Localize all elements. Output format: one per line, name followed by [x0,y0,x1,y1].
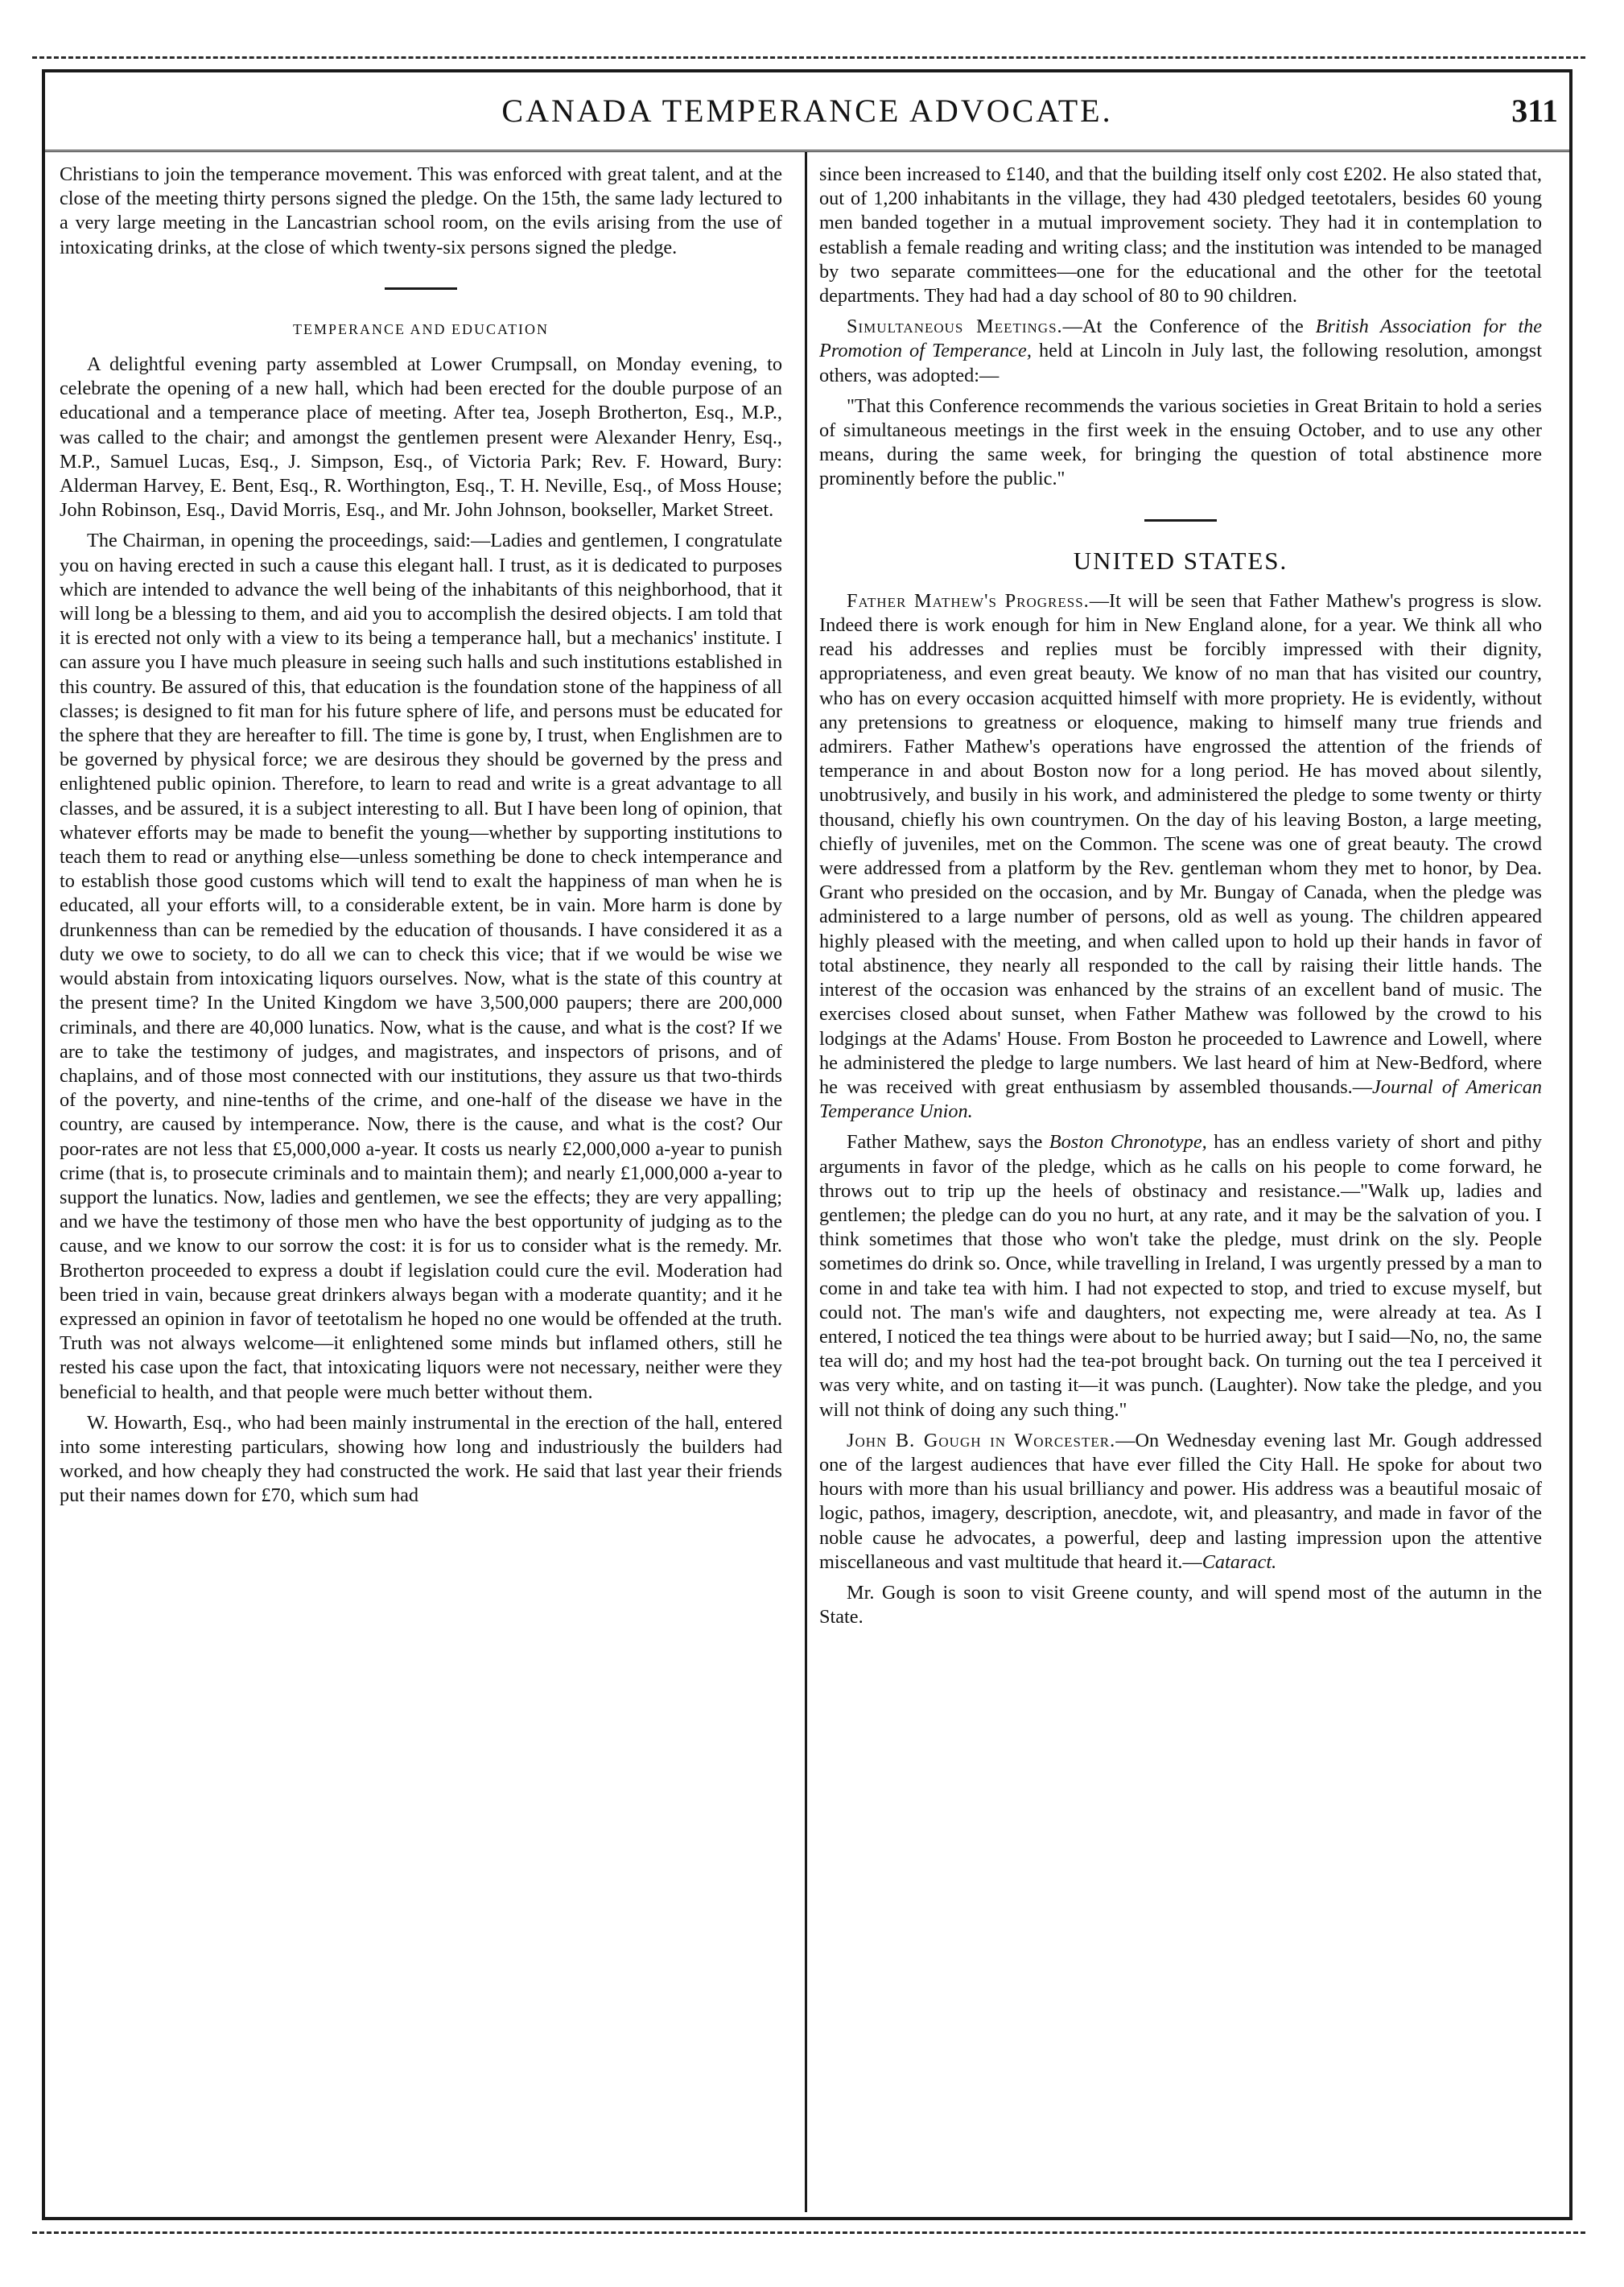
text-run: —At the Conference of the [1062,316,1316,338]
page-header [45,72,1569,152]
left-paragraph-4: W. Howarth, Esq., who had been mainly instrumental in the erection of the hall, entered into some interesting particulars, showing how long and industriously the builders had worked, and how cheaply they had constructed the work. He said that last year their friends put their names down for £70, which sum had [60,1411,782,1507]
page-title: CANADA TEMPERANCE ADVOCATE. [501,93,1113,129]
left-column [60,163,782,1515]
section-rule [385,287,457,290]
italic-run: British Association for the Promotion of Temperance, [819,316,1543,362]
text-run: has an endless variety of short and pithy arguments in favor of the pledge, which as he calls on his people to come forward, he throws out to trip up the heels of obstinacy and resistance.—"Walk up, ladies and gentlemen; the pledge can do you no hurt, at any rate, and it may be the salvation of you. I think sometimes that those who won't take the pledge, must drink on the sly. People sometimes do drink so. Once, while travelling in Ireland, I was urgently pressed by a man to come in and take tea with him. I had not expected to stop, and tried to excuse myself, but could not. The man's wife and daughters, not expecting me, were already at tea. As I entered, I noticed the tea things were about to be hurried away; but I said—No, no, the same tea will do; and my host had the tea-pot brought back. On turning out the tea I perceived it was very white, and on tasting it—it was punch. (Laughter). Now take the pledge, and you will not think of doing any such thing." [819,1131,1542,1421]
run-in-heading: John B. Gough in Worcester. [847,1429,1116,1451]
text-run: —On Wednesday evening last Mr. Gough addressed one of the largest audiences that have ever filled the City Hall. He spoke for about two hours with more than his usual brilliancy and power. His address was a beautiful mosaic of logic, pathos, imagery, description, anecdote, wit, and pleasantry, and made in favor of the noble cause he advocates, a powerful, deep and lasting impression upon the attentive miscellaneous and vast multitude that heard it.— [819,1429,1542,1573]
column-divider [805,151,807,2212]
italic-source: Journal of American Temperance Union. [819,1075,1543,1123]
text-run: held at Lincoln in July last, the following resolution, amongst others, was adopted:— [819,340,1542,386]
page-number: 311 [1511,93,1558,129]
right-paragraph-simultaneous-meetings [819,315,1542,388]
text-run: —It will be seen that Father Mathew's progress is slow. Indeed there is work enough for him in New England alone, for a year. We think all who read his addresses and replies must be forcibly impressed with their dignity, appropriateness, and even great beauty. We know of no man that has visited our country, who has on every occasion acquitted himself with more propriety. He is evidently, without any pretensions to greatness or eloquence, making to himself many true friends and admirers. Father Mathew's operations have engrossed the attention of the friends of temperance in and about Boston now for a long period. He has moved about silently, unobtrusively, and busily in his work, and administered the pledge to some twenty or thirty thousand, chiefly his own countrymen. On the day of his leaving Boston, a large meeting, chiefly of juveniles, met on the Common. The scene was one of great beauty. The crowd were addressed from a platform by the Rev. gentleman whom they met to honor, by Dea. Grant who presided on the occasion, and by Mr. Bungay of Canada, when the pledge was administered to a large number of persons, old as well as young. The children appeared highly pleased with the meeting, and when called upon to hold up their hands in favor of total abstinence, they nearly all responded to the call by raising their little hands. The interest of the occasion was enhanced by the strains of an excellent band of music. The exercises closed about sunset, when Father Mathew was followed by the crowd to his lodgings at the Adams' House. From Boston he proceeded to Lawrence and Lowell, where he administered the pledge to large numbers. We last heard of him at New-Bedford, where he was received with great enthusiasm by assembled thousands.— [819,589,1542,1098]
left-paragraph-3: The Chairman, in opening the proceedings, said:—Ladies and gentlemen, I congratulate you on having erected in such a cause this elegant hall. I trust, as it is dedicated to purposes which are intended to advance the well being of the inhabitants of this neighborhood, that it will long be a blessing to them, and aid you to accomplish the desired objects. I am told that it is erected not only with a view to its being a temperance hall, but a mechanics' institute. I can assure you I have much pleasure in seeing such halls and such institutions established in this country. Be assured of this, that education is the foundation stone of the happiness of all classes; is designed to fit man for his future sphere of life, and persons must be educated for the sphere that they are hereafter to fill. The time is gone by, I trust, when Englishmen are to be governed by physical force; we are desirous they should be governed by the press and enlightened public opinion. Therefore, to learn to read and write is a great advantage to all classes, and be assured, it is a subject interesting to all. But I have been long of opinion, that whatever efforts may be made to benefit the young—whether by supporting institutions to teach them to read or anything else—unless something be done to check intemperance and to establish those good customs which will tend to exalt the happiness of man when he is educated, all your efforts will, to a considerable extent, be in vain. More harm is done by drunkenness than can be remedied by the education of thousands. I have considered it as a duty we owe to society, to do all we can to check this vice; that if we would be wise we would abstain from intoxicating liquors ourselves. Now, what is the state of this country at the present time? In the United Kingdom we have 3,500,000 paupers; there are 200,000 criminals, and there are 40,000 lunatics. Now, what is the cause, and what is the cost? If we are to take the testimony of judges, and magistrates, and inspectors of prisons, and of chaplains, and of those most connected with our institutions, they assure us that two-thirds of the poverty, and nine-tenths of the crime, and one-half of the disease we have in the country, are caused by intemperance. Now, there is the cause, and what is the cost? Our poor-rates are not less that £5,000,000 a-year. It costs us nearly £2,000,000 a-year to punish crime (that is, to prosecute criminals and to maintain them); and nearly £1,000,000 a-year to support the lunatics. Now, ladies and gentlemen, we see the effects; they are very appalling; and we have the testimony of those men who have the best opportunity of judging as to the cause, and we know to our sorrow the cost: it is for us to consider what is the remedy. Mr. Brotherton proceeded to express a doubt if legislation could cure the evil. Moderation had been tried in vain, because great drinkers always began with a moderate quantity; and it he expressed an opinion in favor of teetotalism he hoped no one would be offended at the truth. Truth was not always welcome—it enlightened some minds but inflamed others, still he rested his case upon the fact, that intoxicating liquors were not necessary, neither were they beneficial to health, and that people were much better without them. [60,530,782,1403]
left-paragraph-2: A delightful evening party assembled at Lower Crumpsall, on Monday evening, to celebrate the opening of a new hall, which had been erected for the double purpose of an educational and a temperance place of meeting. After tea, Joseph Brotherton, Esq., M.P., was called to the chair; and amongst the gentlemen present were Alexander Henry, Esq., M.P., Samuel Lucas, Esq., J. Simpson, Esq., of Victoria Park; Rev. F. Howard, Bury: Alderman Harvey, E. Bent, Esq., R. Worthington, Esq., T. H. Neville, Esq., of Moss House; John Robinson, Esq., David Morris, Esq., and Mr. John Johnson, bookseller, Market Street. [60,353,782,522]
right-paragraph-chronotype [819,1130,1542,1422]
section-heading-united-states: UNITED STATES. [1073,546,1288,575]
right-paragraph-father-mathew [819,589,1542,1124]
run-in-heading: Father Mathew's Progress. [847,589,1090,612]
resolution-quote: "That this Conference recommends the various societies in Great Britain to hold a series of simultaneous meetings in the first week in the ensuing October, and to use any other means, during the same week, for bringing the question of total abstinence more prominently before the public." [819,394,1542,490]
italic-run: Boston Chronotype, [1049,1131,1207,1154]
left-paragraph-1: Christians to join the temperance movement. This was enforced with great talent, and at the close of the meeting thirty persons signed the pledge. On the 15th, the same lady lectured to a very large meeting in the Lancastrian school room, on the evils arising from the use of intoxicating drinks, at the close of which twenty-six persons signed the pledge. [60,163,782,258]
top-border-rule [32,56,1585,59]
italic-source: Cataract. [1202,1550,1277,1573]
bottom-border-rule [32,2231,1585,2234]
right-paragraph-final: Mr. Gough is soon to visit Greene county, and will spend most of the autumn in the State. [819,1581,1542,1629]
section-rule [1144,519,1217,522]
page-frame [42,69,1572,2220]
section-heading-temperance-education: TEMPERANCE AND EDUCATION [293,320,549,337]
right-paragraph-gough [819,1429,1542,1575]
run-in-heading: Simultaneous Meetings. [847,316,1063,338]
right-paragraph-1: since been increased to £140, and that the building itself only cost £202. He also stated that, out of 1,200 inhabitants in the village, they had 430 pledged teetotalers, besides 60 young men banded together in a mutual improvement society. They had it in contemplation to establish a female reading and writing class; and the institution was intended to be managed by two separate committees—one for the educational and the other for the teetotal departments. They had had a day school of 80 to 90 children. [819,163,1542,308]
text-run: Father Mathew, says the [847,1131,1049,1154]
right-column [819,163,1542,1636]
